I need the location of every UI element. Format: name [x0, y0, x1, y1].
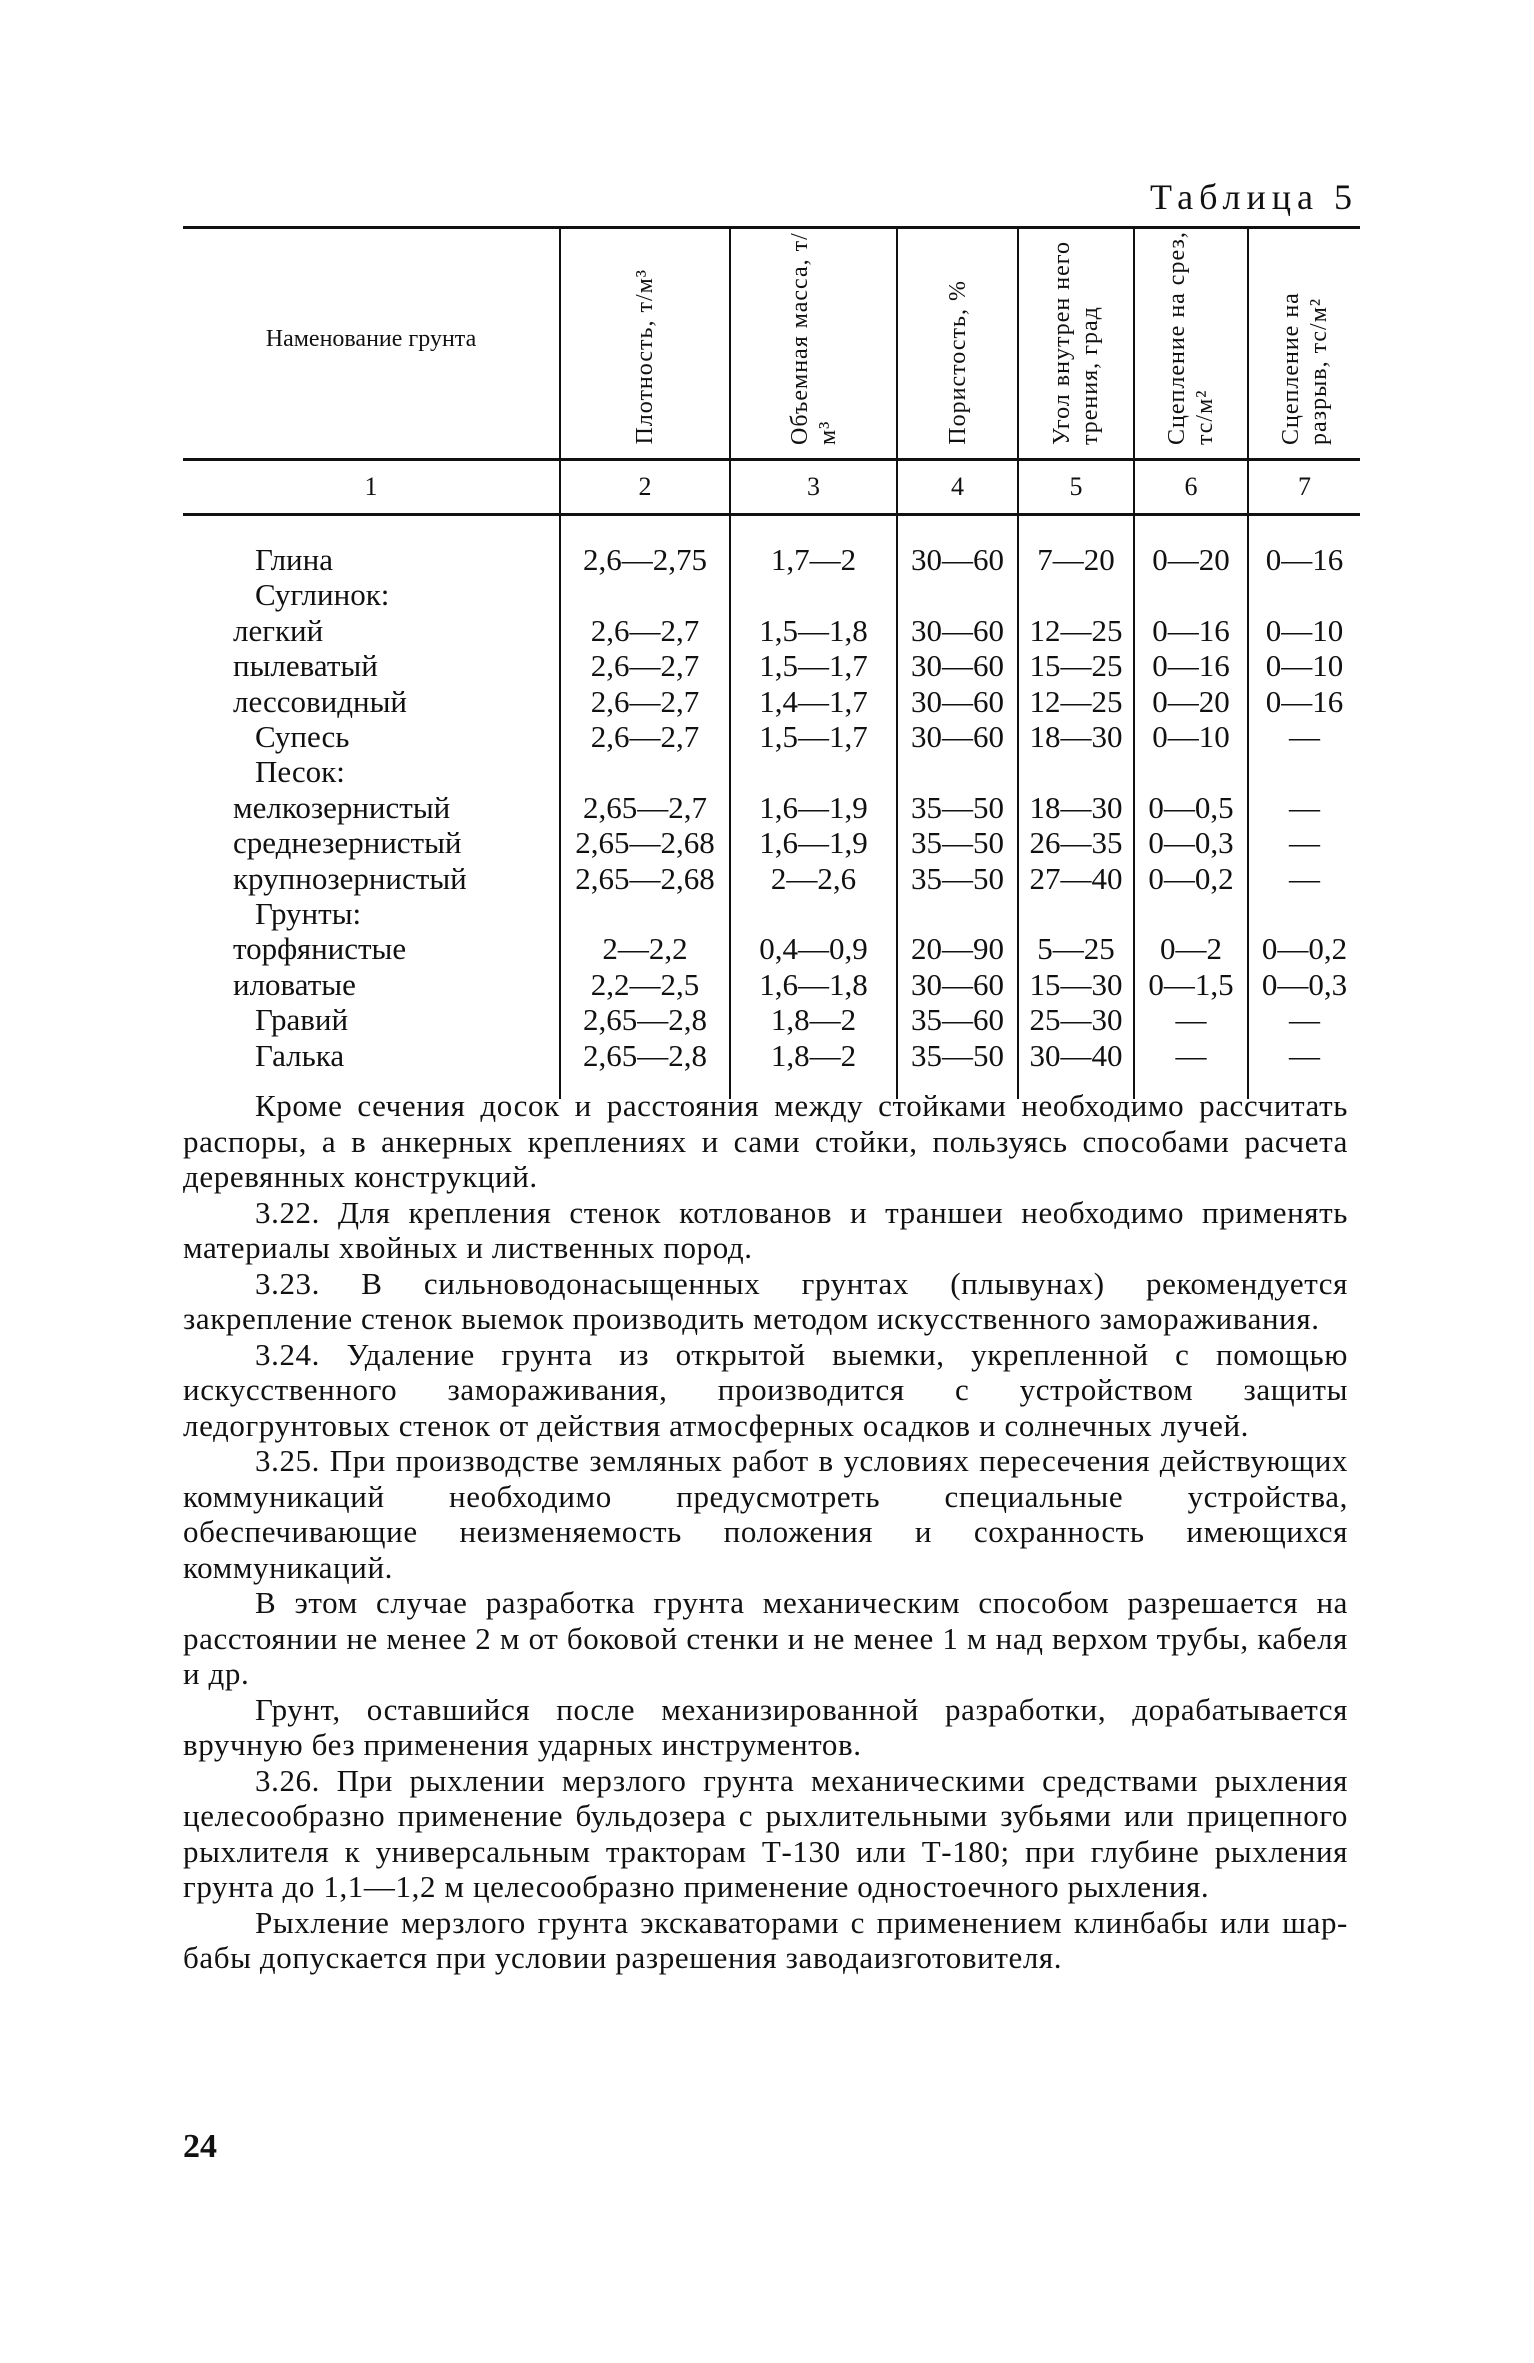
soil-properties-table [183, 229, 1360, 1099]
paragraph: 3.22. Для крепления стенок котлованов и траншеи необходимо применять материалы хвойных и лиственных пород. [183, 1194, 1348, 1265]
table-title: Таблица 5 [1150, 177, 1358, 217]
table-cell: — [1248, 825, 1360, 860]
table-cell [1248, 896, 1360, 931]
table-cell: 35—50 [897, 861, 1018, 896]
table-cell: 2,6—2,7 [560, 719, 730, 754]
table-cell [730, 896, 897, 931]
table-row [183, 861, 1360, 896]
body-text [183, 1088, 1348, 1976]
soil-name: Супесь [255, 719, 350, 755]
table-cell: — [1248, 1038, 1360, 1073]
table-cell: 2,65—2,68 [560, 861, 730, 896]
soil-name: Песок: [255, 754, 345, 790]
paragraph: 3.26. При рыхлении мерзлого грунта механическими средствами рыхления целесообразно применение бульдозера с рыхлительными зубьями или прицепного рыхлителя к универсальным тракторам Т-130 или Т-180; при глубине рыхления грунта до 1,1—1,2 м целесообразно применение одностоечного рыхления. [183, 1762, 1348, 1904]
table-cell: 0—1,5 [1134, 967, 1248, 1002]
table-cell: 0—16 [1248, 542, 1360, 577]
table-row [183, 967, 1360, 1002]
table-cell: 0—2 [1134, 931, 1248, 966]
table-cell: 27—40 [1018, 861, 1134, 896]
col-number: 7 [1248, 460, 1360, 515]
table-cell: 0,4—0,9 [730, 931, 897, 966]
table-cell: 18—30 [1018, 719, 1134, 754]
soil-name: мелкозернистый [233, 789, 451, 825]
table-cell: 2—2,2 [560, 931, 730, 966]
table-cell: 2,6—2,7 [560, 613, 730, 648]
paragraph: 3.25. При производстве земляных работ в условиях пересечения действующих коммуникаций необходимо предусмотреть специальные устройства, обеспечивающие неизменяемость положения и сохранность имеющихся коммуникаций. [183, 1443, 1348, 1585]
header-tensile-cohesion: Сцепление на разрыв, тс/м² [1248, 229, 1360, 460]
table-row [183, 896, 1360, 931]
soil-name: пылеватый [233, 648, 378, 684]
table-cell: 0—20 [1134, 542, 1248, 577]
table-cell [1018, 896, 1134, 931]
spacer-row [183, 515, 1360, 543]
header-shear-cohesion: Сцепление на срез, тс/м² [1134, 229, 1248, 460]
paragraph: 3.23. В сильноводонасыщенных грунтах (плывунах) рекомендуется закрепление стенок выемок производить методом искусственного замораживания. [183, 1265, 1348, 1336]
spacer-cell [730, 515, 897, 543]
table-cell: 30—60 [897, 648, 1018, 683]
soil-name: иловатые [233, 966, 356, 1002]
table-header-row [183, 229, 1360, 460]
table-cell [560, 754, 730, 789]
spacer-cell [1248, 515, 1360, 543]
paragraph: Кроме сечения досок и расстояния между стойками необходимо рассчитать распоры, а в анкерных креплениях и сами стойки, пользуясь способами расчета деревянных конструкций. [183, 1088, 1348, 1194]
table-row [183, 542, 1360, 577]
soil-name: легкий [233, 612, 324, 648]
table-cell: 0—0,2 [1248, 931, 1360, 966]
table-cell: 30—60 [897, 719, 1018, 754]
table-cell: 2,65—2,8 [560, 1038, 730, 1073]
table-cell: 0—16 [1134, 648, 1248, 683]
table-cell [1248, 754, 1360, 789]
col-number: 3 [730, 460, 897, 515]
table-cell: 1,8—2 [730, 1002, 897, 1037]
table-cell: 35—60 [897, 1002, 1018, 1037]
table-cell: 35—50 [897, 825, 1018, 860]
table-cell: 30—60 [897, 542, 1018, 577]
soil-name: крупнозернистый [233, 860, 467, 896]
table-cell [560, 577, 730, 612]
table-cell: 0—0,3 [1248, 967, 1360, 1002]
table-cell: — [1248, 861, 1360, 896]
soil-name: лессовидный [233, 683, 408, 719]
table-cell [1248, 577, 1360, 612]
table-cell: 18—30 [1018, 790, 1134, 825]
table-cell [730, 577, 897, 612]
table-cell: 5—25 [1018, 931, 1134, 966]
table-cell: 12—25 [1018, 684, 1134, 719]
page-number: 24 [183, 2128, 217, 2165]
table-cell: 20—90 [897, 931, 1018, 966]
table-cell: 30—60 [897, 684, 1018, 719]
table-cell: 0—10 [1134, 719, 1248, 754]
header-density: Плотность, т/м³ [560, 229, 730, 460]
soil-name: Галька [255, 1037, 345, 1073]
table-cell: 0—16 [1134, 613, 1248, 648]
table-cell: 1,6—1,8 [730, 967, 897, 1002]
table-cell: 35—50 [897, 790, 1018, 825]
table-cell [897, 754, 1018, 789]
soil-name: Глина [255, 542, 333, 577]
table-row [183, 613, 1360, 648]
col-number: 1 [183, 460, 560, 515]
soil-name: торфянистые [233, 931, 407, 967]
table-cell: 1,8—2 [730, 1038, 897, 1073]
table-cell: 2—2,6 [730, 861, 897, 896]
table-cell: 0—0,3 [1134, 825, 1248, 860]
paragraph: В этом случае разработка грунта механическим способом разрешается на расстоянии не менее 2 м от боковой стенки и не менее 1 м над верхом трубы, кабеля и др. [183, 1585, 1348, 1691]
table-cell: 0—0,5 [1134, 790, 1248, 825]
table-cell: — [1134, 1038, 1248, 1073]
spacer-cell [560, 515, 730, 543]
header-soil-name: Наменование грунта [265, 326, 477, 352]
table-cell [1134, 754, 1248, 789]
table-cell: 0—10 [1248, 648, 1360, 683]
table-cell: 25—30 [1018, 1002, 1134, 1037]
table-cell: — [1134, 1002, 1248, 1037]
table-cell: 1,4—1,7 [730, 684, 897, 719]
table-row [183, 790, 1360, 825]
table-cell: 1,5—1,7 [730, 648, 897, 683]
table-cell: 15—25 [1018, 648, 1134, 683]
table-cell: — [1248, 1002, 1360, 1037]
col-number: 6 [1134, 460, 1248, 515]
soil-name: Гравий [255, 1002, 349, 1038]
table-row [183, 1002, 1360, 1037]
table-cell: 0—10 [1248, 613, 1360, 648]
table-cell [897, 896, 1018, 931]
table-cell: 1,7—2 [730, 542, 897, 577]
table-cell: 1,5—1,8 [730, 613, 897, 648]
table-cell [560, 896, 730, 931]
table-cell: 0—20 [1134, 684, 1248, 719]
column-number-row [183, 460, 1360, 515]
table-row [183, 931, 1360, 966]
table-row [183, 754, 1360, 789]
table-row [183, 719, 1360, 754]
table-cell: 0—16 [1248, 684, 1360, 719]
table-cell [897, 577, 1018, 612]
table-cell: 2,6—2,7 [560, 648, 730, 683]
table-cell [1018, 754, 1134, 789]
table-cell: 15—30 [1018, 967, 1134, 1002]
table-row [183, 648, 1360, 683]
table-row [183, 684, 1360, 719]
table-cell: 30—60 [897, 613, 1018, 648]
spacer-cell [1134, 515, 1248, 543]
table-cell: 35—50 [897, 1038, 1018, 1073]
table-row [183, 577, 1360, 612]
header-bulk-mass: Объемная масса, т/м³ [730, 229, 897, 460]
soil-name: среднезернистый [233, 825, 462, 861]
paragraph: 3.24. Удаление грунта из открытой выемки, укрепленной с помощью искусственного замораживания, производится с устройством защиты ледогрунтовых стенок от действия атмосферных осадков и солнечных лучей. [183, 1336, 1348, 1443]
table-cell: 1,5—1,7 [730, 719, 897, 754]
table-cell [1134, 896, 1248, 931]
table-cell: 30—40 [1018, 1038, 1134, 1073]
table-cell: 1,6—1,9 [730, 825, 897, 860]
col-number: 2 [560, 460, 730, 515]
table-cell: 2,6—2,7 [560, 684, 730, 719]
table-cell: 30—60 [897, 967, 1018, 1002]
table-cell [730, 754, 897, 789]
table-row [183, 825, 1360, 860]
table-cell: 2,6—2,75 [560, 542, 730, 577]
table-cell: 2,65—2,68 [560, 825, 730, 860]
table-cell: 0—0,2 [1134, 861, 1248, 896]
paragraph: Рыхление мерзлого грунта экскаваторами с применением клинбабы или шар-бабы допускается при условии разрешения заводаизготовителя. [183, 1904, 1348, 1975]
col-number: 5 [1018, 460, 1134, 515]
table-cell: 2,65—2,8 [560, 1002, 730, 1037]
table-cell: 12—25 [1018, 613, 1134, 648]
col-number: 4 [897, 460, 1018, 515]
spacer-cell [1018, 515, 1134, 543]
table-cell: 2,65—2,7 [560, 790, 730, 825]
table-cell: — [1248, 790, 1360, 825]
paragraph: Грунт, оставшийся после механизированной разработки, дорабатывается вручную без применения ударных инструментов. [183, 1691, 1348, 1762]
table-row [183, 1038, 1360, 1073]
table-cell: 26—35 [1018, 825, 1134, 860]
header-friction-angle: Угол внутрен него трения, град [1018, 229, 1134, 460]
spacer-cell [897, 515, 1018, 543]
table-cell: 7—20 [1018, 542, 1134, 577]
table-cell [1134, 577, 1248, 612]
table-cell: 2,2—2,5 [560, 967, 730, 1002]
table-cell: 1,6—1,9 [730, 790, 897, 825]
table-cell [1018, 577, 1134, 612]
header-porosity: Пористость, % [897, 229, 1018, 460]
soil-name: Суглинок: [255, 577, 390, 613]
soil-name: Грунты: [255, 896, 362, 932]
table-cell: — [1248, 719, 1360, 754]
spacer-cell [183, 515, 560, 543]
